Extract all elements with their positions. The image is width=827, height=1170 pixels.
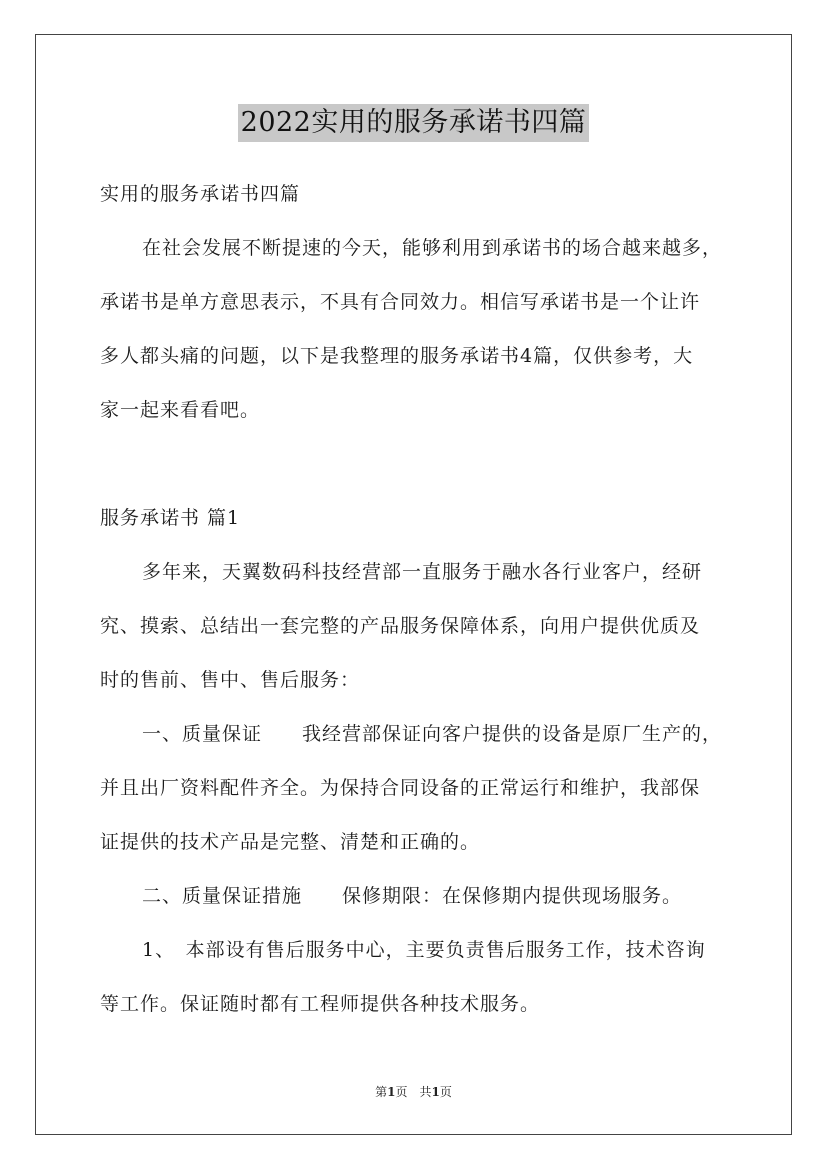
title-container	[0, 104, 827, 142]
paragraph-line: 一、质量保证 我经营部保证向客户提供的设备是原厂生产的，	[142, 723, 723, 745]
paragraph-line: 1、 本部设有售后服务中心，主要负责售后服务工作，技术咨询	[142, 939, 706, 961]
subtitle-line: 实用的服务承诺书四篇	[100, 183, 301, 205]
paragraph-line: 在社会发展不断提速的今天，能够利用到承诺书的场合越来越多，	[142, 237, 723, 259]
paragraph-line: 承诺书是单方意思表示，不具有合同效力。相信写承诺书是一个让许	[100, 291, 701, 313]
paragraph-line: 家一起来看看吧。	[100, 399, 261, 421]
total-suffix: 页	[439, 1085, 452, 1099]
paragraph-line: 二、质量保证措施 保修期限：在保修期内提供现场服务。	[142, 885, 683, 907]
paragraph-line: 多年来，天翼数码科技经营部一直服务于融水各行业客户，经研	[142, 561, 703, 583]
paragraph-line: 多人都头痛的问题，以下是我整理的服务承诺书4篇，仅供参考，大	[100, 345, 694, 367]
paragraph-line: 等工作。保证随时都有工程师提供各种技术服务。	[100, 993, 541, 1015]
page-footer	[0, 1084, 827, 1100]
page-suffix: 页 共	[395, 1085, 432, 1099]
paragraph-line: 时的售前、售中、售后服务：	[100, 669, 361, 691]
page-prefix: 第	[375, 1085, 388, 1099]
document-title: 2022实用的服务承诺书四篇	[238, 104, 590, 142]
paragraph-line: 并且出厂资料配件齐全。为保持合同设备的正常运行和维护，我部保	[100, 777, 701, 799]
page-number: 1	[387, 1085, 396, 1099]
total-pages: 1	[431, 1085, 440, 1099]
paragraph-line: 究、摸索、总结出一套完整的产品服务保障体系，向用户提供优质及	[100, 615, 701, 637]
paragraph-line: 证提供的技术产品是完整、清楚和正确的。	[100, 831, 481, 853]
section-heading: 服务承诺书 篇1	[100, 507, 241, 529]
